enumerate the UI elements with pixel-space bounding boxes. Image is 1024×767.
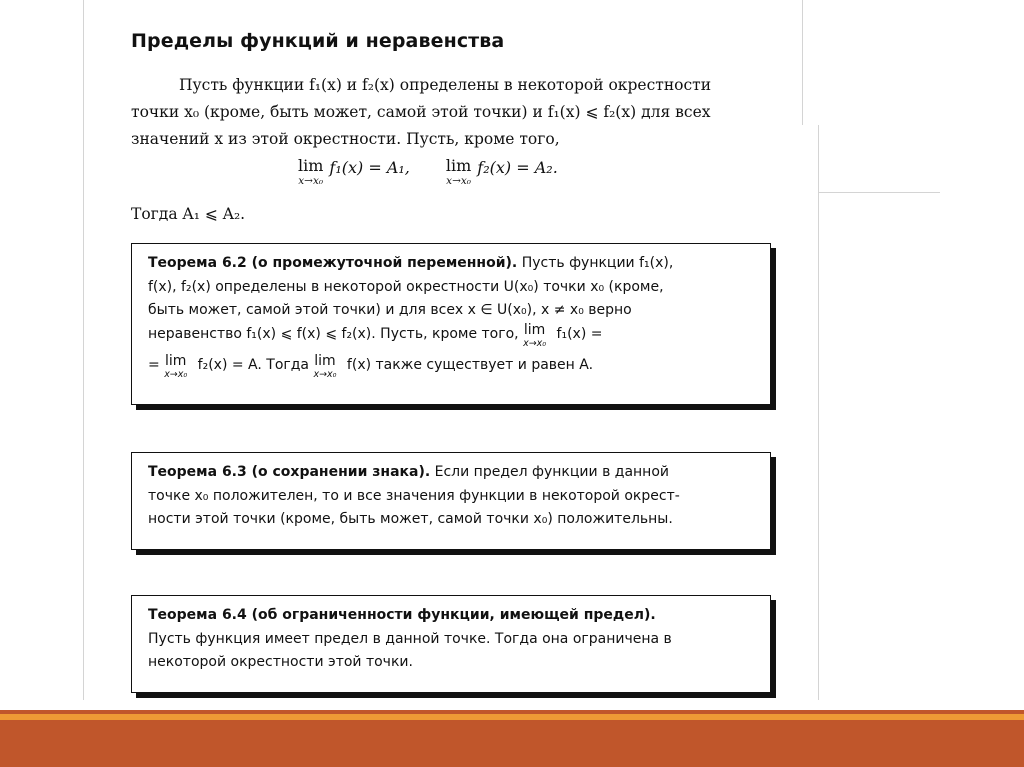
theorem-text: быть может, самой этой точки) и для всех x ∈ U(x₀), x ≠ x₀ верно [148, 302, 632, 318]
footer-stripe [0, 714, 1024, 720]
intro-line: Пусть функции f₁(x) и f₂(x) определены в некоторой окрестности [179, 76, 712, 94]
lim-operator: lim x→x₀ [164, 353, 188, 380]
theorem-text: Пусть функция имеет предел в данной точке. Тогда она ограничена в [148, 630, 672, 647]
theorem-text: f(x) также существует и равен A. [346, 357, 594, 373]
right-page-border-top [802, 0, 803, 125]
theorem-heading: Теорема 6.4 (об ограниченности функции, имеющей предел). [148, 607, 656, 623]
theorem-text: неравенство f₁(x) ⩽ f(x) ⩽ f₂(x). Пусть, кроме того, [148, 325, 519, 342]
intro-paragraph [131, 72, 761, 153]
theorem-text: точке x₀ положителен, то и все значения функции в некоторой окрест- [148, 487, 680, 504]
theorem-heading-line [148, 604, 754, 628]
theorem-text: = [148, 357, 165, 373]
footer-bar [0, 710, 1024, 767]
theorem-text: Если предел функции в данной [434, 464, 669, 480]
conclusion-text: Тогда A₁ ⩽ A₂. [131, 205, 246, 223]
left-page-border [83, 0, 84, 700]
lim-operator: lim x→x₀ [298, 156, 324, 187]
theorem-heading: Теорема 6.2 (о промежуточной переменной). [148, 255, 518, 271]
theorem-6-2-box [131, 243, 771, 405]
right-page-border [818, 125, 819, 700]
theorem-text: f₁(x) = [556, 325, 603, 342]
page-title: Пределы функций и неравенства [131, 30, 505, 52]
lim-operator: lim x→x₀ [523, 321, 547, 349]
limit-formula [298, 158, 558, 187]
theorem-text: f(x), f₂(x) определены в некоторой окрестности U(x₀) точки x₀ (кроме, [148, 278, 664, 295]
lim-operator: lim x→x₀ [445, 156, 472, 187]
theorem-text: ности этой точки (кроме, быть может, самой точки x₀) положительны. [148, 511, 673, 527]
theorem-text: некоторой окрестности этой точки. [148, 654, 413, 670]
theorem-6-3-box [131, 452, 771, 550]
side-divider [818, 192, 940, 193]
formula-part: f₁(x) = A₁, [329, 158, 410, 177]
theorem-6-4-box [131, 595, 771, 693]
lim-operator: lim x→x₀ [313, 353, 337, 380]
intro-line: точки x₀ (кроме, быть может, самой этой точки) и f₁(x) ⩽ f₂(x) для всех [131, 103, 711, 121]
theorem-heading: Теорема 6.3 (о сохранении знака). [148, 464, 431, 480]
intro-line: значений x из этой окрестности. Пусть, кроме того, [131, 130, 560, 148]
formula-part: f₂(x) = A₂. [477, 158, 558, 177]
theorem-text: Пусть функции f₁(x), [521, 255, 674, 271]
theorem-text: f₂(x) = A. Тогда [197, 357, 309, 373]
